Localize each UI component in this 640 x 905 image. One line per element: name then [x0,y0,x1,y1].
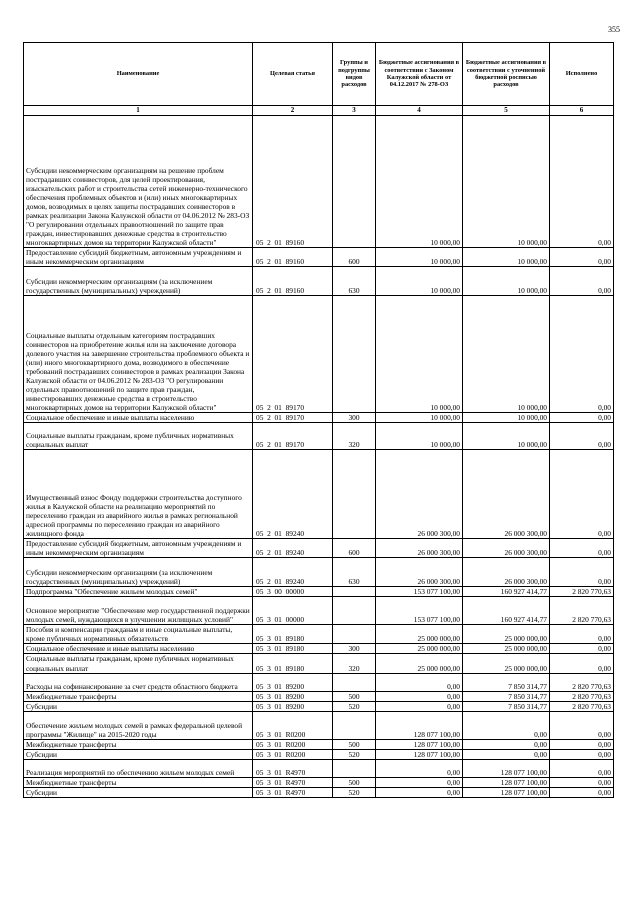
executed-amount: 0,00 [550,413,614,423]
row-name: Подпрограмма "Обеспечение жильем молодых семей" [24,587,253,597]
roster-allocation-amount: 10 000,00 [463,423,550,450]
law-allocation-amount: 10 000,00 [376,423,463,450]
executed-amount: 0,00 [550,248,614,267]
roster-allocation-amount: 26 000 300,00 [463,539,550,558]
budget-table [23,42,614,798]
executed-amount: 0,00 [550,539,614,558]
law-allocation-amount: 128 077 100,00 [376,749,463,759]
law-allocation-amount: 25 000 000,00 [376,625,463,644]
table-row [24,749,614,759]
column-numbers-row [24,106,614,116]
expense-group-code [333,711,376,739]
law-allocation-amount: 128 077 100,00 [376,711,463,739]
target-article-code: 05 3 01 89180 [253,625,333,644]
column-number: 2 [253,106,333,116]
table-row [24,558,614,587]
row-name: Основное мероприятие "Обеспечение мер государственной поддержки молодых семей, нуждающихся в улучшении жилищных условий" [24,597,253,625]
target-article-code: 05 2 01 89240 [253,450,333,539]
expense-group-code: 500 [333,691,376,701]
expense-group-code: 600 [333,248,376,267]
expense-group-code: 500 [333,777,376,787]
row-name: Предоставление субсидий бюджетным, автономным учреждениям и иным некоммерческим организациям [24,248,253,267]
target-article-code: 05 3 01 89200 [253,691,333,701]
row-name: Социальное обеспечение и иные выплаты населению [24,413,253,423]
law-allocation-amount: 0,00 [376,701,463,711]
table-row [24,691,614,701]
executed-amount: 2 820 770,63 [550,691,614,701]
roster-allocation-amount: 7 850 314,77 [463,691,550,701]
table-row [24,654,614,673]
roster-allocation-amount: 0,00 [463,739,550,749]
target-article-code: 05 3 01 R0200 [253,739,333,749]
column-number: 3 [333,106,376,116]
target-article-code: 05 3 01 89180 [253,654,333,673]
row-name: Реализация мероприятий по обеспечению жильем молодых семей [24,759,253,777]
target-article-code: 05 3 01 R0200 [253,749,333,759]
table-row [24,625,614,644]
target-article-code: 05 2 01 89160 [253,267,333,296]
row-name: Межбюджетные трансферты [24,691,253,701]
table-row [24,248,614,267]
expense-group-code [333,625,376,644]
table-row [24,777,614,787]
roster-allocation-amount: 10 000,00 [463,248,550,267]
roster-allocation-amount: 10 000,00 [463,413,550,423]
expense-group-code: 500 [333,739,376,749]
column-number: 4 [376,106,463,116]
expense-group-code [333,597,376,625]
law-allocation-amount: 25 000 000,00 [376,654,463,673]
header-expense-group: Группы и подгруппы видов расходов [333,43,376,106]
law-allocation-amount: 10 000,00 [376,248,463,267]
roster-allocation-amount: 128 077 100,00 [463,759,550,777]
header-roster-allocation: Бюджетные ассигнования в соответствии с уточненной бюджетной росписью расходов [463,43,550,106]
target-article-code: 05 3 01 R0200 [253,711,333,739]
expense-group-code: 630 [333,558,376,587]
row-name: Обеспечение жильем молодых семей в рамках федеральной целевой программы "Жилище" на 2015-2020 годы [24,711,253,739]
law-allocation-amount: 10 000,00 [376,413,463,423]
law-allocation-amount: 10 000,00 [376,296,463,413]
roster-allocation-amount: 0,00 [463,711,550,739]
row-name: Межбюджетные трансферты [24,739,253,749]
target-article-code: 05 3 01 89180 [253,644,333,654]
law-allocation-amount: 26 000 300,00 [376,558,463,587]
row-name: Предоставление субсидий бюджетным, автономным учреждениям и иным некоммерческим организациям [24,539,253,558]
executed-amount: 0,00 [550,749,614,759]
row-name: Социальное обеспечение и иные выплаты населению [24,644,253,654]
target-article-code: 05 2 01 89240 [253,558,333,587]
target-article-code: 05 3 01 89200 [253,673,333,691]
target-article-code: 05 2 01 89160 [253,116,333,248]
law-allocation-amount: 128 077 100,00 [376,739,463,749]
roster-allocation-amount: 160 927 414,77 [463,597,550,625]
executed-amount: 0,00 [550,654,614,673]
table-row [24,711,614,739]
law-allocation-amount: 0,00 [376,691,463,701]
roster-allocation-amount: 10 000,00 [463,267,550,296]
executed-amount: 2 820 770,63 [550,587,614,597]
law-allocation-amount: 26 000 300,00 [376,450,463,539]
header-target-article: Целевая статья [253,43,333,106]
law-allocation-amount: 153 077 100,00 [376,597,463,625]
row-name: Субсидии [24,787,253,797]
row-name: Субсидии некоммерческим организациям (за исключением государственных (муниципальных) учреждений) [24,558,253,587]
roster-allocation-amount: 10 000,00 [463,296,550,413]
table-row [24,644,614,654]
row-name: Социальные выплаты гражданам, кроме публичных нормативных социальных выплат [24,654,253,673]
expense-group-code: 630 [333,267,376,296]
executed-amount: 0,00 [550,644,614,654]
executed-amount: 0,00 [550,116,614,248]
law-allocation-amount: 10 000,00 [376,116,463,248]
page-number: 355 [608,25,620,34]
target-article-code: 05 2 01 89170 [253,423,333,450]
row-name: Социальные выплаты отдельным категориям пострадавших соинвесторов на приобретение жилья или на заключение договора долевого участия на завершение строительства проблемного объекта и (или) иного многоквартирного дома, возводимого в обеспечение требований пострадавших соинвесторов в рамках реализации Закона Калужской области от 04.06.2012 № 283-ОЗ "О регулировании отдельных правоотношений по защите прав граждан, инвестировавших денежные средства в строительство многоквартирных домов на территории Калужской области" [24,296,253,413]
target-article-code: 05 3 00 00000 [253,587,333,597]
table-row [24,296,614,413]
row-name: Социальные выплаты гражданам, кроме публичных нормативных социальных выплат [24,423,253,450]
executed-amount: 0,00 [550,296,614,413]
law-allocation-amount: 0,00 [376,777,463,787]
executed-amount: 0,00 [550,739,614,749]
roster-allocation-amount: 10 000,00 [463,116,550,248]
roster-allocation-amount: 7 850 314,77 [463,701,550,711]
executed-amount: 0,00 [550,711,614,739]
expense-group-code: 320 [333,654,376,673]
executed-amount: 2 820 770,63 [550,597,614,625]
table-row [24,267,614,296]
table-row [24,759,614,777]
expense-group-code [333,587,376,597]
expense-group-code: 300 [333,413,376,423]
table-row [24,787,614,797]
roster-allocation-amount: 7 850 314,77 [463,673,550,691]
table-row [24,116,614,248]
target-article-code: 05 2 01 89170 [253,413,333,423]
expense-group-code [333,450,376,539]
table-row [24,413,614,423]
roster-allocation-amount: 25 000 000,00 [463,654,550,673]
table-row [24,673,614,691]
executed-amount: 0,00 [550,558,614,587]
executed-amount: 0,00 [550,787,614,797]
expense-group-code: 520 [333,749,376,759]
row-name: Субсидии [24,749,253,759]
column-number: 5 [463,106,550,116]
roster-allocation-amount: 128 077 100,00 [463,787,550,797]
target-article-code: 05 2 01 89170 [253,296,333,413]
expense-group-code: 520 [333,787,376,797]
roster-allocation-amount: 25 000 000,00 [463,625,550,644]
law-allocation-amount: 153 077 100,00 [376,587,463,597]
row-name: Имущественный взнос Фонду поддержки строительства доступного жилья в Калужской области на реализацию мероприятий по переселению граждан из аварийного жилья в рамках региональной адресной программы по переселению граждан из аварийного жилищного фонда [24,450,253,539]
roster-allocation-amount: 25 000 000,00 [463,644,550,654]
row-name: Расходы на софинансирование за счет средств областного бюджета [24,673,253,691]
law-allocation-amount: 0,00 [376,787,463,797]
roster-allocation-amount: 0,00 [463,749,550,759]
row-name: Субсидии некоммерческим организациям на решение проблем пострадавших соинвесторов, для целей проектирования, изыскательских работ и строительства сетей инженерно-технического обеспечения проблемных объектов и (или) иных многоквартирных домов, возводимых в целях защиты пострадавших соинвесторов в рамках реализации Закона Калужской области от 04.06.2012 № 283-ОЗ "О регулировании отдельных правоотношений по защите прав граждан, инвестировавших денежные средства в строительство многоквартирных домов на территории Калужской области" [24,116,253,248]
executed-amount: 2 820 770,63 [550,701,614,711]
header-executed: Исполнено [550,43,614,106]
roster-allocation-amount: 128 077 100,00 [463,777,550,787]
row-name: Субсидии [24,701,253,711]
table-row [24,539,614,558]
column-number: 1 [24,106,253,116]
target-article-code: 05 2 01 89240 [253,539,333,558]
law-allocation-amount: 10 000,00 [376,267,463,296]
expense-group-code: 300 [333,644,376,654]
law-allocation-amount: 0,00 [376,759,463,777]
table-row [24,450,614,539]
table-row [24,597,614,625]
target-article-code: 05 3 01 89200 [253,701,333,711]
table-body [24,116,614,798]
expense-group-code: 520 [333,701,376,711]
roster-allocation-amount: 26 000 300,00 [463,558,550,587]
row-name: Межбюджетные трансферты [24,777,253,787]
expense-group-code [333,759,376,777]
roster-allocation-amount: 160 927 414,77 [463,587,550,597]
row-name: Пособия и компенсации гражданам и иные социальные выплаты, кроме публичных нормативных обязательств [24,625,253,644]
target-article-code: 05 2 01 89160 [253,248,333,267]
row-name: Субсидии некоммерческим организациям (за исключением государственных (муниципальных) учреждений) [24,267,253,296]
expense-group-code [333,116,376,248]
target-article-code: 05 3 01 00000 [253,597,333,625]
target-article-code: 05 3 01 R4970 [253,787,333,797]
target-article-code: 05 3 01 R4970 [253,777,333,787]
expense-group-code: 600 [333,539,376,558]
executed-amount: 0,00 [550,450,614,539]
expense-group-code: 320 [333,423,376,450]
table-row [24,739,614,749]
executed-amount: 0,00 [550,777,614,787]
header-law-allocation: Бюджетные ассигнования в соответствии с Законом Калужской области от 04.12.2017 № 278-ОЗ [376,43,463,106]
column-number: 6 [550,106,614,116]
header-name: Наименование [24,43,253,106]
expense-group-code [333,673,376,691]
executed-amount: 0,00 [550,625,614,644]
executed-amount: 2 820 770,63 [550,673,614,691]
law-allocation-amount: 25 000 000,00 [376,644,463,654]
law-allocation-amount: 0,00 [376,673,463,691]
table-row [24,587,614,597]
roster-allocation-amount: 26 000 300,00 [463,450,550,539]
executed-amount: 0,00 [550,267,614,296]
law-allocation-amount: 26 000 300,00 [376,539,463,558]
target-article-code: 05 3 01 R4970 [253,759,333,777]
expense-group-code [333,296,376,413]
executed-amount: 0,00 [550,759,614,777]
table-row [24,701,614,711]
executed-amount: 0,00 [550,423,614,450]
table-row [24,423,614,450]
